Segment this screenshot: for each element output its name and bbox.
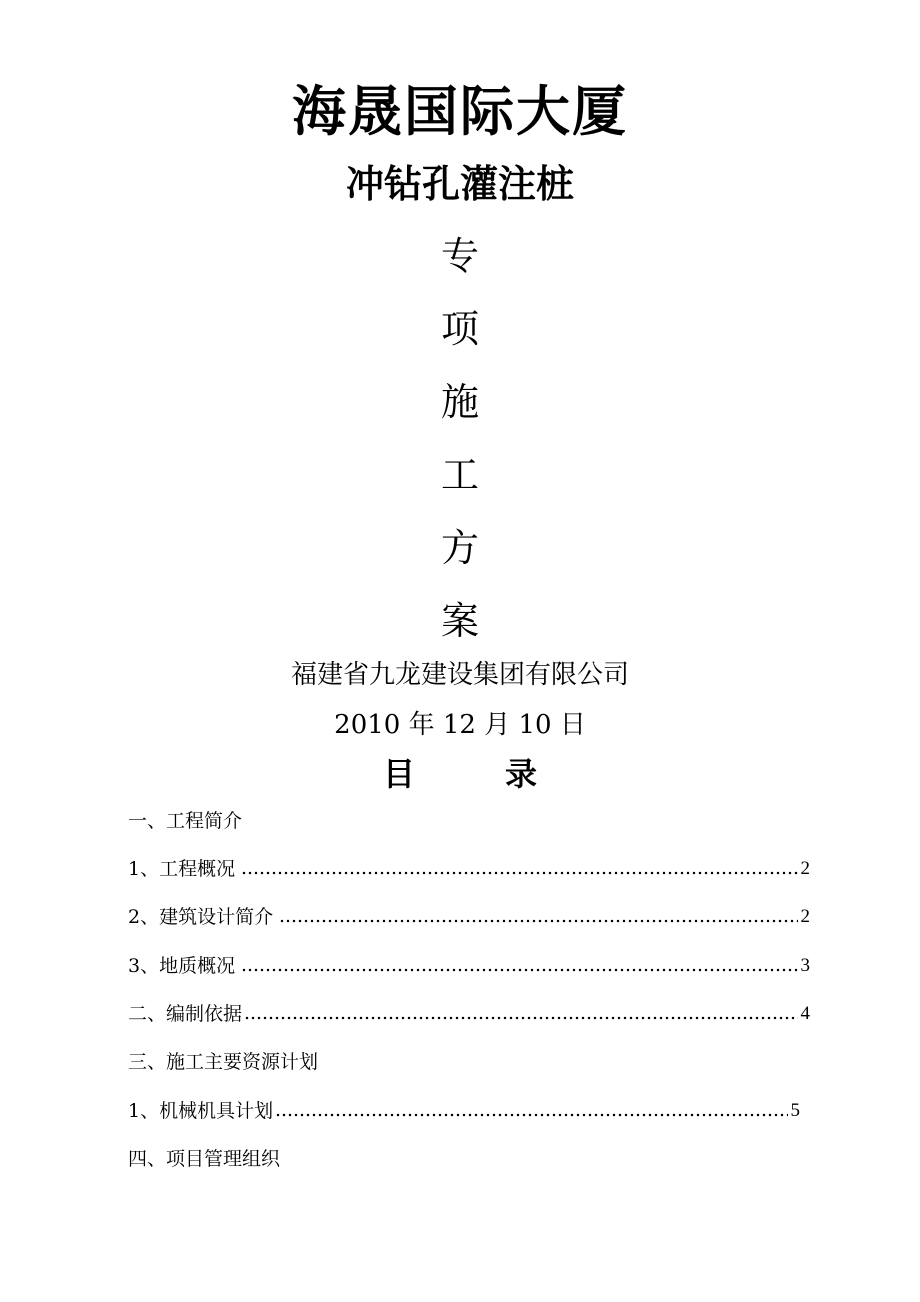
toc-heading-char: 录 [505,755,538,793]
toc-entry[interactable] [128,1096,800,1124]
document-subtitle: 冲钻孔灌注桩 [345,161,574,206]
toc-heading [0,752,920,796]
toc-heading-char: 目 [382,755,415,793]
document-title: 海晟国际大厦 [292,79,628,143]
toc-leader-dots [279,919,797,923]
toc-leader-dots [275,1113,787,1117]
toc-leader-dots [244,1016,797,1020]
toc-page-number: 2 [800,858,810,879]
toc-entry[interactable] [128,1047,688,1075]
toc-entry-label: 2、建筑设计简介 [128,906,274,928]
toc-entry[interactable] [128,902,810,930]
vertical-title-char: 施 [440,380,479,424]
toc-page-number: 3 [800,955,810,976]
document-date: 2010 年 12 月 10 日 [334,710,586,740]
toc-entry[interactable] [128,854,810,882]
company-name: 福建省九龙建设集团有限公司 [290,660,629,690]
toc-entry[interactable] [128,806,688,834]
vertical-title-char: 工 [440,453,479,497]
toc-entry-label: 1、工程概况 [128,858,236,880]
toc-leader-dots [241,871,797,875]
vertical-title-char: 项 [440,307,479,351]
toc-entry-label: 1、机械机具计划 [128,1100,274,1122]
toc-page-number: 4 [800,1003,810,1024]
toc-page-number: 5 [790,1100,800,1121]
vertical-title-char: 方 [440,526,479,570]
toc-page-number: 2 [800,906,810,927]
toc-entry[interactable] [128,1144,688,1172]
toc-leader-dots [241,968,797,972]
vertical-title-char: 案 [440,599,479,643]
toc-entry-label: 一、工程简介 [128,810,243,832]
toc-entry[interactable] [128,951,810,979]
vertical-title-char: 专 [440,234,479,278]
toc-entry-label: 三、施工主要资源计划 [128,1051,319,1073]
toc-entry-label: 四、项目管理组织 [128,1148,281,1170]
toc-entry-label: 3、地质概况 [128,955,236,977]
toc-entry-label: 二、编制依据 [128,1003,243,1025]
toc-entry[interactable] [128,999,810,1027]
